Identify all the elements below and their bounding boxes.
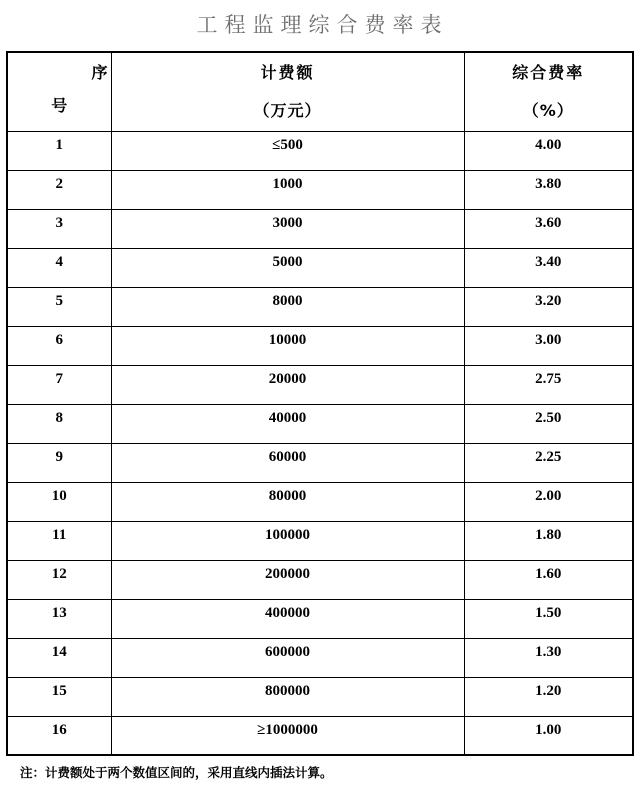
cell-rate: 2.75 [464,365,633,404]
cell-rate: 2.00 [464,482,633,521]
cell-rate: 3.00 [464,326,633,365]
cell-serial: 7 [7,365,111,404]
table-row [7,443,633,482]
header-serial-line1: 序 [91,63,108,82]
cell-rate: 3.40 [464,248,633,287]
cell-rate: 1.00 [464,716,633,755]
cell-rate: 3.60 [464,209,633,248]
table-row [7,599,633,638]
table-row [7,131,633,170]
cell-amount: 100000 [111,521,464,560]
cell-serial: 1 [7,131,111,170]
cell-amount: 8000 [111,287,464,326]
cell-amount: 600000 [111,638,464,677]
cell-serial: 5 [7,287,111,326]
table-header-row [7,52,633,131]
cell-amount: 20000 [111,365,464,404]
table-row [7,170,633,209]
cell-amount: 60000 [111,443,464,482]
cell-serial: 2 [7,170,111,209]
cell-serial: 3 [7,209,111,248]
cell-rate: 1.50 [464,599,633,638]
cell-serial: 15 [7,677,111,716]
page-title: 工程监理综合费率表 [196,13,449,37]
header-serial-line2: 号 [51,96,68,115]
cell-rate: 1.20 [464,677,633,716]
header-billing-amount [111,52,464,131]
table-row [7,482,633,521]
table-row [7,287,633,326]
cell-rate: 3.80 [464,170,633,209]
header-composite-rate [464,52,633,131]
cell-serial: 6 [7,326,111,365]
table-row [7,521,633,560]
cell-amount: 200000 [111,560,464,599]
header-serial-number [7,52,111,131]
cell-amount: 400000 [111,599,464,638]
header-rate-line2: （%） [522,101,574,120]
rate-table [6,51,634,756]
header-amount-line2: （万元） [253,101,322,120]
table-row [7,365,633,404]
table-row [7,404,633,443]
table-row [7,560,633,599]
table-row [7,209,633,248]
cell-rate: 2.50 [464,404,633,443]
cell-amount: 3000 [111,209,464,248]
table-row [7,248,633,287]
header-amount-line1: 计费额 [260,63,315,82]
cell-serial: 11 [7,521,111,560]
cell-rate: 2.25 [464,443,633,482]
cell-amount: ≤500 [111,131,464,170]
cell-rate: 1.80 [464,521,633,560]
cell-serial: 12 [7,560,111,599]
cell-amount: 40000 [111,404,464,443]
cell-serial: 8 [7,404,111,443]
cell-amount: 80000 [111,482,464,521]
table-row [7,326,633,365]
cell-rate: 3.20 [464,287,633,326]
cell-amount: 1000 [111,170,464,209]
cell-amount: ≥1000000 [111,716,464,755]
cell-serial: 14 [7,638,111,677]
cell-serial: 9 [7,443,111,482]
cell-serial: 4 [7,248,111,287]
cell-serial: 10 [7,482,111,521]
cell-amount: 10000 [111,326,464,365]
table-row [7,638,633,677]
footnote: 注：计费额处于两个数值区间的，采用直线内插法计算。 [20,765,333,780]
header-rate-line1: 综合费率 [512,63,585,82]
cell-serial: 16 [7,716,111,755]
table-row [7,677,633,716]
cell-rate: 1.30 [464,638,633,677]
cell-rate: 4.00 [464,131,633,170]
cell-serial: 13 [7,599,111,638]
cell-rate: 1.60 [464,560,633,599]
cell-amount: 800000 [111,677,464,716]
table-row [7,716,633,755]
cell-amount: 5000 [111,248,464,287]
